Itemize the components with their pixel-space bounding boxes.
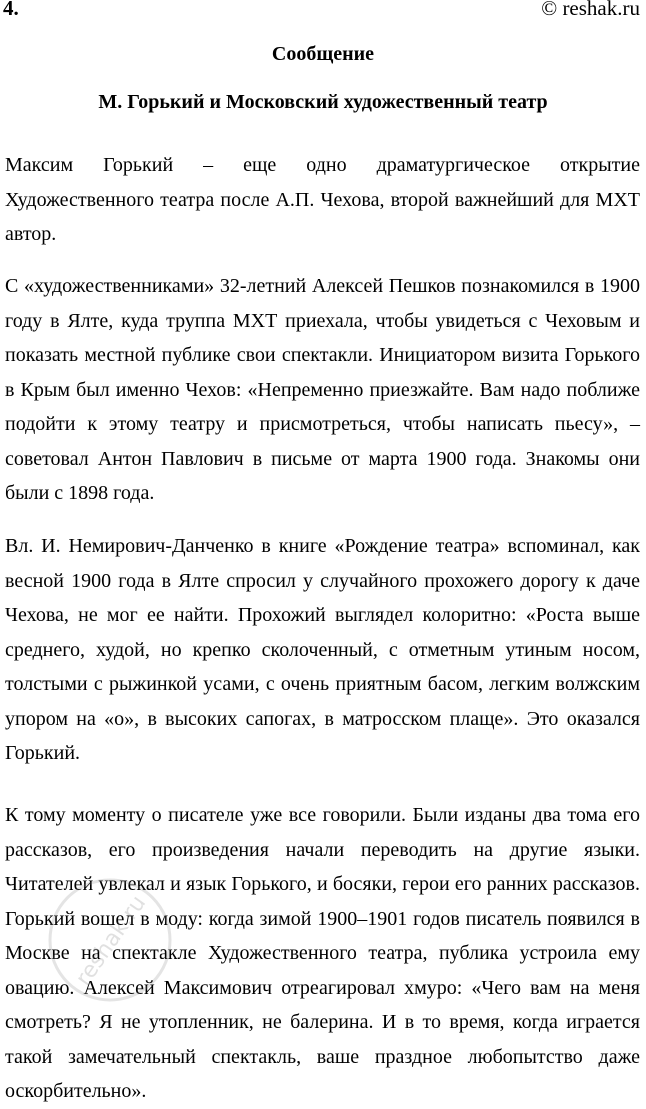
paragraph-3: Вл. И. Немирович-Данченко в книге «Рождение театра» вспоминал, как весной 1900 года в Ялте спросил у случайного прохожего дорогу к даче Чехова, не мог ее найти. Прохожий выглядел колоритно: «Роста выше среднего, худой, но крепко сколоченный, с отметным утиным носом, толстыми с рыжинкой усами, с очень приятным басом, легким волжским упором на «о», в высоких сапогах, в матросском плаще». Это оказался Горький. [5, 535, 640, 764]
paragraph-1: Максим Горький – еще одно драматургическое открытие Художественного театра после А.П. Чехова, второй важнейший для МХТ автор. [5, 154, 640, 245]
document-type-label: Сообщение [271, 43, 375, 65]
document-title: М. Горький и Московский художественный театр [98, 91, 548, 113]
paragraph-4: К тому моменту о писателе уже все говорили. Были изданы два тома его рассказов, его произведения начали переводить на другие языки. Читателей увлекал и язык Горького, и босяки, герои его ранних рассказов. Горький вошел в моду: когда зимой 1900–1901 годов писатель появился в Москве на спектакле Художественного театра, публика устроила ему овацию. Алексей Максимович отреагировал хмуро: «Чего вам на меня смотреть? Я не утопленник, не балерина. И в то время, когда играется такой замечательный спектакль, ваше праздное любопытство даже оскорбительно». [5, 804, 640, 1102]
source-copyright: © reshak.ru [541, 0, 640, 20]
page-header [3, 0, 640, 20]
watermark-text: reshak.ru [71, 891, 152, 991]
task-number: 4. [3, 0, 19, 20]
paragraph-2: С «художественниками» 32-летний Алексей Пешков познакомился в 1900 году в Ялте, куда труппа МХТ приехала, чтобы увидеться с Чеховым и показать местной публике свои спектакли. Инициатором визита Горького в Крым был именно Чехов: «Непременно приезжайте. Вам надо поближе подойти к этому театру и присмотреться, чтобы написать пьесу», – советовал Антон Павлович в письме от марта 1900 года. Знакомы они были с 1898 года. [5, 275, 640, 504]
